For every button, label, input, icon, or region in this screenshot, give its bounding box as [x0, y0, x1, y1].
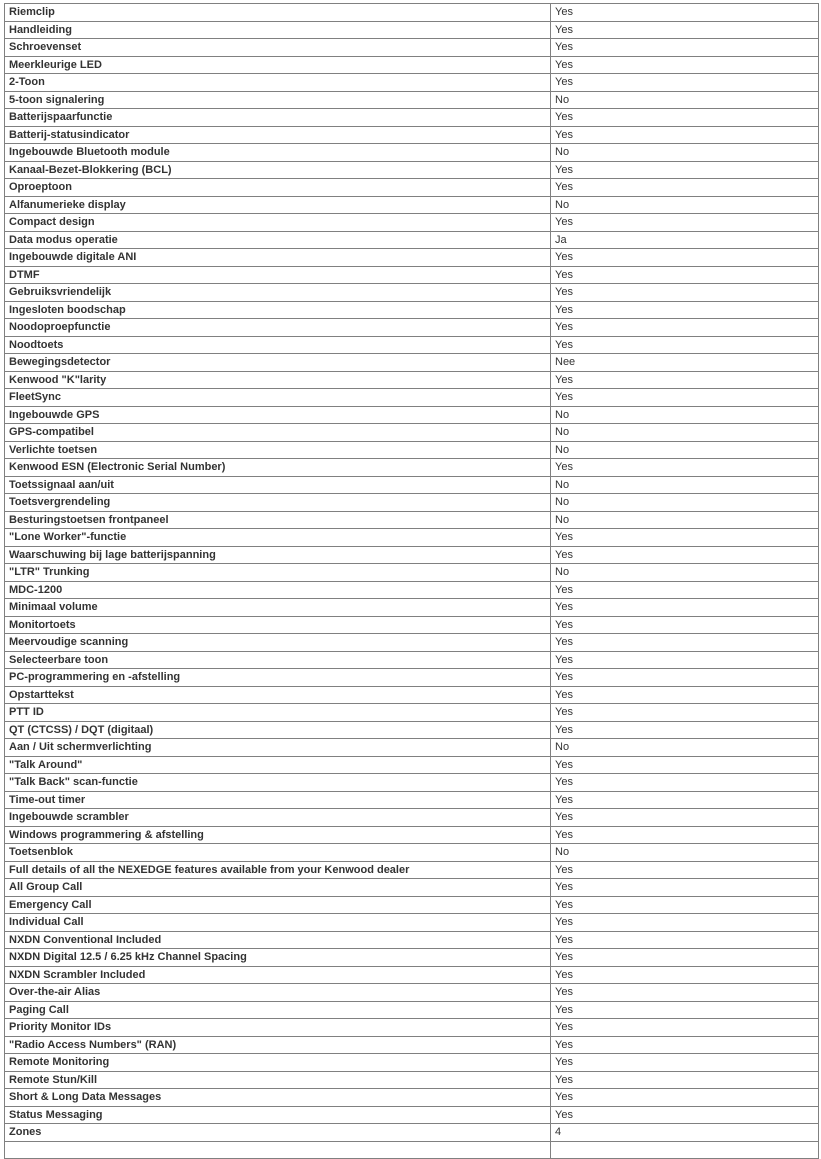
table-row: [5, 161, 819, 179]
feature-name-cell: Emergency Call: [5, 896, 551, 914]
feature-value-cell: No: [551, 424, 819, 442]
table-row: [5, 91, 819, 109]
feature-name-cell: Data modus operatie: [5, 231, 551, 249]
feature-value-cell: No: [551, 739, 819, 757]
feature-name-cell: Short & Long Data Messages: [5, 1089, 551, 1107]
feature-name-cell: Gebruiksvriendelijk: [5, 284, 551, 302]
feature-value-cell: No: [551, 144, 819, 162]
feature-name-cell: Selecteerbare toon: [5, 651, 551, 669]
feature-value-cell: Yes: [551, 389, 819, 407]
feature-value-cell: Yes: [551, 4, 819, 22]
table-row: [5, 861, 819, 879]
feature-name-cell: Batterijspaarfunctie: [5, 109, 551, 127]
table-row: [5, 39, 819, 57]
feature-name-cell: Zones: [5, 1124, 551, 1142]
feature-value-cell: Yes: [551, 1054, 819, 1072]
feature-name-cell: Toetsvergrendeling: [5, 494, 551, 512]
feature-value-cell: Ja: [551, 231, 819, 249]
table-row: [5, 301, 819, 319]
feature-name-cell: MDC-1200: [5, 581, 551, 599]
table-row: [5, 791, 819, 809]
table-row: [5, 266, 819, 284]
feature-name-cell: Schroevenset: [5, 39, 551, 57]
feature-value-cell: No: [551, 91, 819, 109]
table-row: [5, 214, 819, 232]
feature-value-cell: Yes: [551, 529, 819, 547]
feature-name-cell: Status Messaging: [5, 1106, 551, 1124]
table-row: [5, 319, 819, 337]
feature-name-cell: "Talk Back" scan-functie: [5, 774, 551, 792]
table-row: [5, 704, 819, 722]
feature-value-cell: Yes: [551, 1019, 819, 1037]
feature-name-cell: DTMF: [5, 266, 551, 284]
table-row: [5, 949, 819, 967]
feature-name-cell: QT (CTCSS) / DQT (digitaal): [5, 721, 551, 739]
table-row: [5, 354, 819, 372]
table-row: [5, 1036, 819, 1054]
feature-name-cell: All Group Call: [5, 879, 551, 897]
feature-name-cell: Aan / Uit schermverlichting: [5, 739, 551, 757]
table-row: [5, 546, 819, 564]
table-row: [5, 441, 819, 459]
feature-value-cell: Yes: [551, 616, 819, 634]
feature-name-cell: GPS-compatibel: [5, 424, 551, 442]
feature-name-cell: Remote Monitoring: [5, 1054, 551, 1072]
feature-value-cell: Yes: [551, 319, 819, 337]
table-row: [5, 931, 819, 949]
feature-name-cell: Kenwood "K"larity: [5, 371, 551, 389]
feature-name-cell: 5-toon signalering: [5, 91, 551, 109]
feature-value-cell: Yes: [551, 1106, 819, 1124]
feature-name-cell: "Talk Around": [5, 756, 551, 774]
feature-value-cell: Yes: [551, 984, 819, 1002]
feature-name-cell: Individual Call: [5, 914, 551, 932]
table-row: [5, 774, 819, 792]
feature-value-cell: Yes: [551, 1071, 819, 1089]
table-row: [5, 494, 819, 512]
features-table: [4, 3, 819, 1159]
feature-name-cell: Time-out timer: [5, 791, 551, 809]
feature-value-cell: Yes: [551, 284, 819, 302]
feature-value-cell: No: [551, 476, 819, 494]
table-row: [5, 1089, 819, 1107]
table-row: [5, 511, 819, 529]
feature-value-cell: Nee: [551, 354, 819, 372]
feature-name-cell: Waarschuwing bij lage batterijspanning: [5, 546, 551, 564]
table-row: [5, 249, 819, 267]
feature-name-cell: Verlichte toetsen: [5, 441, 551, 459]
feature-value-cell: No: [551, 511, 819, 529]
feature-value-cell: Yes: [551, 546, 819, 564]
feature-name-cell: Minimaal volume: [5, 599, 551, 617]
feature-value-cell: Yes: [551, 249, 819, 267]
feature-name-cell: Toetsenblok: [5, 844, 551, 862]
table-row: [5, 966, 819, 984]
table-row: [5, 21, 819, 39]
table-row: [5, 581, 819, 599]
table-row: [5, 1124, 819, 1142]
table-row: [5, 284, 819, 302]
feature-value-cell: 4: [551, 1124, 819, 1142]
table-row: [5, 74, 819, 92]
feature-value-cell: Yes: [551, 56, 819, 74]
feature-value-cell: Yes: [551, 214, 819, 232]
table-row: [5, 896, 819, 914]
table-row: [5, 424, 819, 442]
table-row: [5, 826, 819, 844]
feature-name-cell: Riemclip: [5, 4, 551, 22]
feature-name-cell: Opstarttekst: [5, 686, 551, 704]
feature-value-cell: No: [551, 441, 819, 459]
feature-name-cell: NXDN Digital 12.5 / 6.25 kHz Channel Spacing: [5, 949, 551, 967]
table-row: [5, 389, 819, 407]
feature-value-cell: Yes: [551, 861, 819, 879]
table-row: [5, 984, 819, 1002]
feature-value-cell: Yes: [551, 791, 819, 809]
feature-name-cell: Noodoproepfunctie: [5, 319, 551, 337]
table-row: [5, 336, 819, 354]
table-row: [5, 599, 819, 617]
feature-name-cell: PC-programmering en -afstelling: [5, 669, 551, 687]
feature-value-cell: Yes: [551, 179, 819, 197]
feature-value-cell: Yes: [551, 599, 819, 617]
table-row: [5, 1106, 819, 1124]
feature-value-cell: Yes: [551, 966, 819, 984]
table-row: [5, 56, 819, 74]
feature-name-cell: NXDN Conventional Included: [5, 931, 551, 949]
table-row: [5, 231, 819, 249]
table-row: [5, 196, 819, 214]
feature-name-cell: FleetSync: [5, 389, 551, 407]
table-row: [5, 179, 819, 197]
feature-value-cell: Yes: [551, 774, 819, 792]
feature-value-cell: Yes: [551, 704, 819, 722]
feature-value-cell: Yes: [551, 826, 819, 844]
feature-value-cell: Yes: [551, 336, 819, 354]
feature-name-cell: "Radio Access Numbers" (RAN): [5, 1036, 551, 1054]
feature-value-cell: Yes: [551, 161, 819, 179]
table-row: [5, 144, 819, 162]
feature-name-cell: Meervoudige scanning: [5, 634, 551, 652]
table-row: [5, 1001, 819, 1019]
table-row: [5, 1071, 819, 1089]
table-row: [5, 686, 819, 704]
feature-value-cell: Yes: [551, 634, 819, 652]
feature-name-cell: Bewegingsdetector: [5, 354, 551, 372]
feature-name-cell: Alfanumerieke display: [5, 196, 551, 214]
feature-value-cell: No: [551, 494, 819, 512]
feature-name-cell: Priority Monitor IDs: [5, 1019, 551, 1037]
feature-value-cell: Yes: [551, 879, 819, 897]
table-row: [5, 459, 819, 477]
table-row: [5, 721, 819, 739]
feature-name-cell: 2-Toon: [5, 74, 551, 92]
table-row: [5, 4, 819, 22]
feature-name-cell: Ingesloten boodschap: [5, 301, 551, 319]
feature-value-cell: Yes: [551, 809, 819, 827]
table-row: [5, 634, 819, 652]
table-row: [5, 739, 819, 757]
table-row: [5, 564, 819, 582]
table-row: [5, 809, 819, 827]
feature-name-cell: PTT ID: [5, 704, 551, 722]
feature-value-cell: Yes: [551, 1001, 819, 1019]
feature-name-cell: Ingebouwde GPS: [5, 406, 551, 424]
feature-value-cell: No: [551, 406, 819, 424]
feature-name-cell: Kenwood ESN (Electronic Serial Number): [5, 459, 551, 477]
feature-value-cell: Yes: [551, 1089, 819, 1107]
feature-name-cell: Toetssignaal aan/uit: [5, 476, 551, 494]
features-table-body: [5, 4, 819, 1159]
feature-value-cell: Yes: [551, 21, 819, 39]
feature-value-cell: Yes: [551, 931, 819, 949]
table-row: [5, 529, 819, 547]
feature-name-cell: Over-the-air Alias: [5, 984, 551, 1002]
feature-value-cell: Yes: [551, 74, 819, 92]
feature-name-cell: Ingebouwde Bluetooth module: [5, 144, 551, 162]
feature-name-cell: Compact design: [5, 214, 551, 232]
feature-value-cell: No: [551, 564, 819, 582]
table-row: [5, 371, 819, 389]
feature-value-cell: Yes: [551, 301, 819, 319]
feature-value-cell: Yes: [551, 651, 819, 669]
feature-name-cell: Ingebouwde scrambler: [5, 809, 551, 827]
feature-value-cell: Yes: [551, 949, 819, 967]
feature-value-cell: No: [551, 196, 819, 214]
feature-value-cell: [551, 1141, 819, 1159]
feature-name-cell: Meerkleurige LED: [5, 56, 551, 74]
feature-name-cell: Monitortoets: [5, 616, 551, 634]
feature-value-cell: Yes: [551, 756, 819, 774]
table-row: [5, 406, 819, 424]
table-row: [5, 669, 819, 687]
feature-name-cell: Oproeptoon: [5, 179, 551, 197]
feature-value-cell: Yes: [551, 914, 819, 932]
feature-name-cell: Full details of all the NEXEDGE features available from your Kenwood dealer: [5, 861, 551, 879]
table-row: [5, 126, 819, 144]
table-row: [5, 914, 819, 932]
feature-name-cell: Noodtoets: [5, 336, 551, 354]
feature-value-cell: Yes: [551, 126, 819, 144]
table-row: [5, 616, 819, 634]
table-row: [5, 109, 819, 127]
feature-name-cell: Remote Stun/Kill: [5, 1071, 551, 1089]
table-row: [5, 476, 819, 494]
feature-name-cell: Ingebouwde digitale ANI: [5, 249, 551, 267]
table-row: [5, 651, 819, 669]
feature-name-cell: Kanaal-Bezet-Blokkering (BCL): [5, 161, 551, 179]
feature-value-cell: Yes: [551, 39, 819, 57]
feature-name-cell: Paging Call: [5, 1001, 551, 1019]
feature-name-cell: Batterij-statusindicator: [5, 126, 551, 144]
feature-value-cell: Yes: [551, 459, 819, 477]
feature-value-cell: Yes: [551, 581, 819, 599]
feature-value-cell: Yes: [551, 1036, 819, 1054]
table-row: [5, 1141, 819, 1159]
table-row: [5, 756, 819, 774]
feature-value-cell: Yes: [551, 669, 819, 687]
feature-name-cell: Windows programmering & afstelling: [5, 826, 551, 844]
feature-name-cell: Besturingstoetsen frontpaneel: [5, 511, 551, 529]
feature-value-cell: Yes: [551, 266, 819, 284]
feature-value-cell: Yes: [551, 371, 819, 389]
feature-name-cell: "Lone Worker"-functie: [5, 529, 551, 547]
feature-name-cell: Handleiding: [5, 21, 551, 39]
feature-name-cell: [5, 1141, 551, 1159]
feature-value-cell: Yes: [551, 896, 819, 914]
feature-value-cell: No: [551, 844, 819, 862]
table-row: [5, 844, 819, 862]
feature-value-cell: Yes: [551, 721, 819, 739]
table-row: [5, 879, 819, 897]
feature-value-cell: Yes: [551, 109, 819, 127]
table-row: [5, 1054, 819, 1072]
feature-name-cell: NXDN Scrambler Included: [5, 966, 551, 984]
feature-value-cell: Yes: [551, 686, 819, 704]
feature-name-cell: "LTR" Trunking: [5, 564, 551, 582]
table-row: [5, 1019, 819, 1037]
